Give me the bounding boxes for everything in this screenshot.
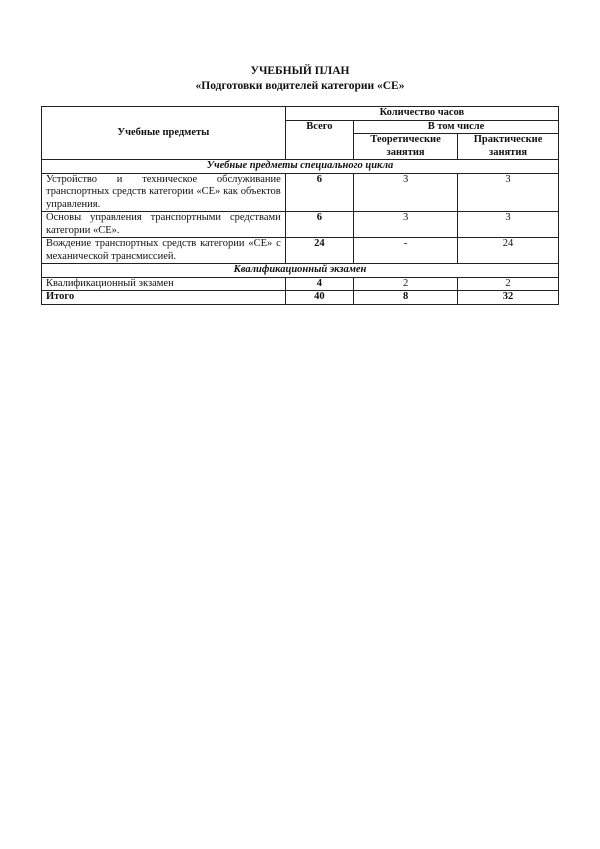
practice-cell: 3	[458, 212, 559, 238]
section-row	[42, 160, 559, 174]
document-title: УЧЕБНЫЙ ПЛАН	[250, 65, 350, 77]
subject-cell: Устройство и техническое обслуживание транспортных средств категории «СЕ» как объектов управления.	[42, 173, 286, 212]
subject-cell: Основы управления транспортными средствами категории «СЕ».	[42, 212, 286, 238]
table-row	[42, 277, 559, 291]
practice-header: Практические занятия	[458, 134, 559, 160]
totals-practice: 32	[458, 291, 559, 305]
table-row	[42, 238, 559, 264]
practice-cell: 2	[458, 277, 559, 291]
section-qualification-exam: Квалификационный экзамен	[42, 264, 559, 278]
subject-cell: Квалификационный экзамен	[42, 277, 286, 291]
table-row	[42, 212, 559, 238]
total-header: Всего	[285, 120, 353, 160]
table-row	[42, 173, 559, 212]
total-cell: 6	[285, 173, 353, 212]
hours-header: Количество часов	[285, 107, 558, 121]
theory-cell: 3	[354, 173, 458, 212]
subject-cell: Вождение транспортных средств категории «СЕ» с механической трансмиссией.	[42, 238, 286, 264]
total-cell: 4	[285, 277, 353, 291]
total-cell: 24	[285, 238, 353, 264]
practice-cell: 3	[458, 173, 559, 212]
section-special-cycle: Учебные предметы специального цикла	[42, 160, 559, 174]
document-subtitle: «Подготовки водителей категории «СЕ»	[195, 80, 405, 92]
totals-label: Итого	[42, 291, 286, 305]
header-row	[42, 107, 559, 121]
total-cell: 6	[285, 212, 353, 238]
section-row	[42, 264, 559, 278]
theory-cell: 2	[354, 277, 458, 291]
totals-theory: 8	[354, 291, 458, 305]
curriculum-table	[41, 106, 559, 305]
totals-row	[42, 291, 559, 305]
theory-header: Теоретические занятия	[354, 134, 458, 160]
subjects-header: Учебные предметы	[42, 107, 286, 160]
including-header: В том числе	[354, 120, 559, 134]
practice-cell: 24	[458, 238, 559, 264]
totals-total: 40	[285, 291, 353, 305]
theory-cell: -	[354, 238, 458, 264]
theory-cell: 3	[354, 212, 458, 238]
